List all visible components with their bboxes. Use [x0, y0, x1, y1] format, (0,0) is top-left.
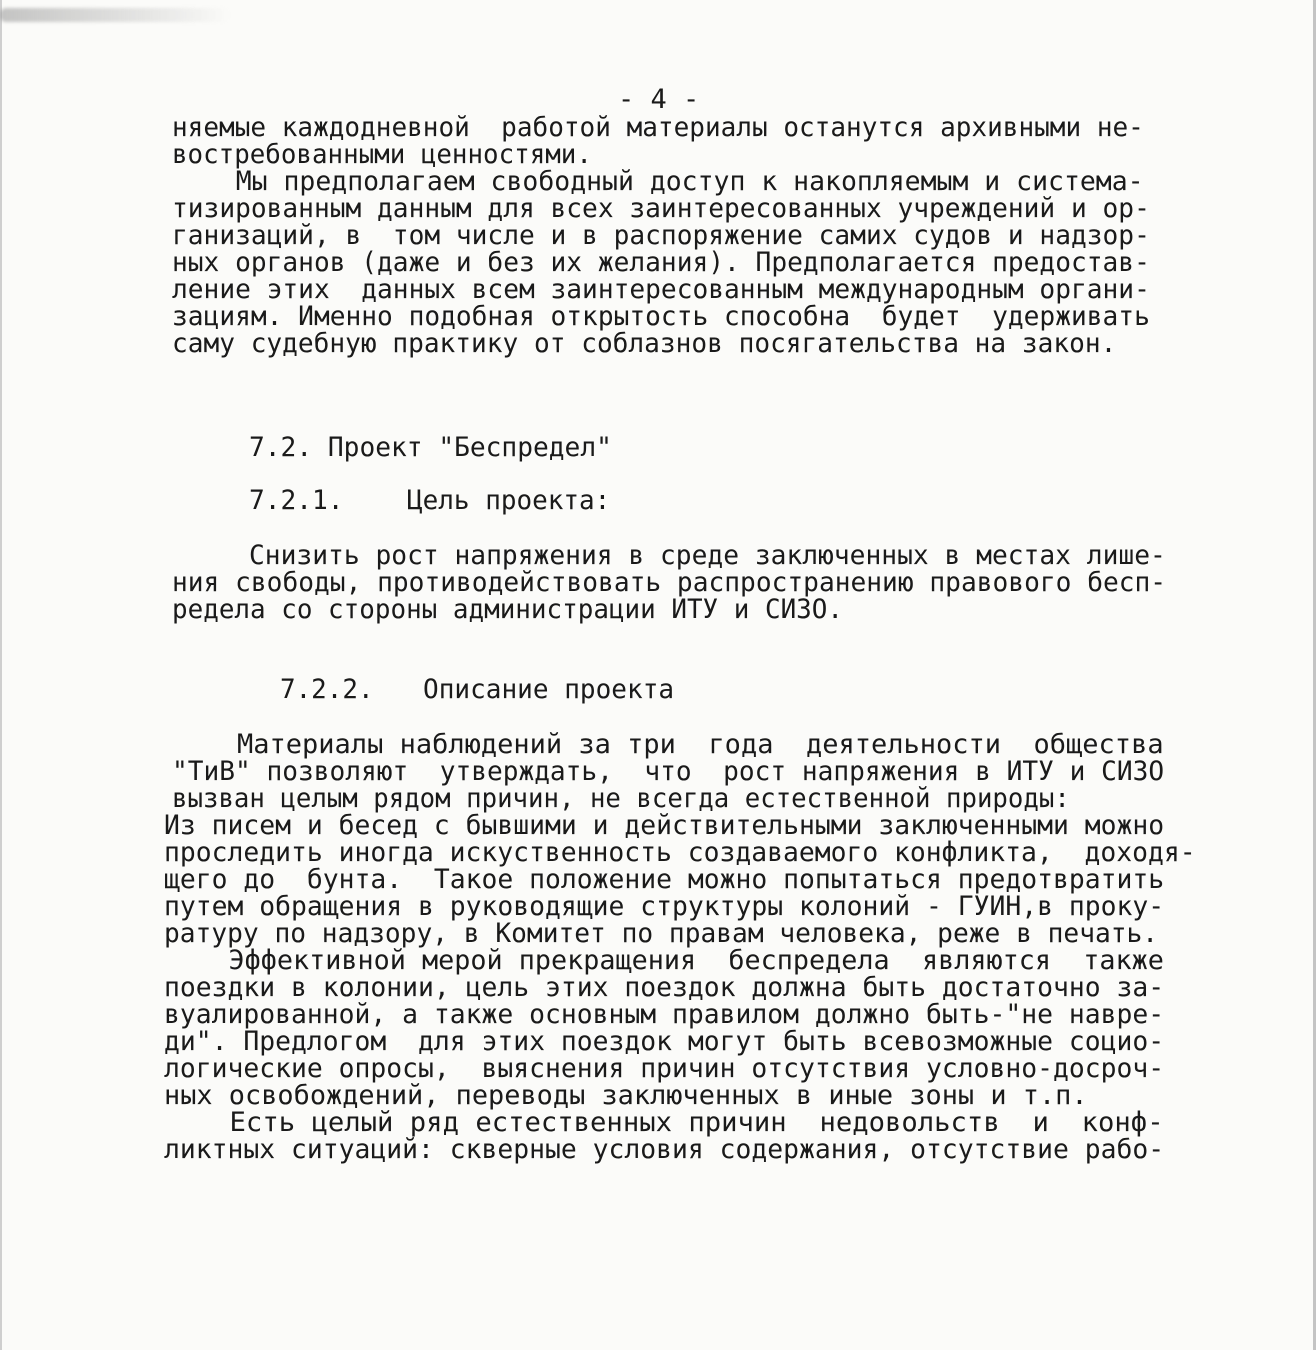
intro-line: востребованными ценностями. — [172, 139, 592, 170]
description-line: ных освобождений, переводы заключенных в иные зоны и т.п. — [164, 1080, 1088, 1111]
description-line: вызван целым рядом причин, не всегда естественной природы: — [172, 783, 1070, 814]
scan-left-edge — [0, 0, 2, 1350]
subsection-1-number: 7.2.1. — [249, 485, 344, 516]
description-line: Эффективной мерой прекращения беспредела являются также — [164, 945, 1164, 976]
intro-line: Мы предполагаем свободный доступ к накопляемым и система- — [172, 166, 1144, 197]
subsection-2-number: 7.2.2. — [280, 674, 374, 705]
description-line: вуалированной, а также основным правилом должно быть-"не навре- — [164, 999, 1165, 1030]
intro-line: саму судебную практику от соблазнов посягательства на закон. — [172, 328, 1117, 359]
subsection-2-title: Описание проекта — [423, 674, 675, 705]
intro-line: няемые каждодневной работой материалы останутся архивными не- — [172, 112, 1144, 143]
goal-line: редела со стороны администрации ИТУ и СИЗО. — [172, 594, 843, 625]
intro-line: ление этих данных всем заинтересованным международным органи- — [172, 274, 1150, 305]
description-line: ликтных ситуаций: скверные условия содержания, отсутствие рабо- — [164, 1134, 1165, 1165]
subsection-1-title: Цель проекта: — [407, 485, 611, 516]
scan-smudge-mark — [0, 8, 230, 22]
description-line: ратуру по надзору, в Комитет по правам человека, реже в печать. — [164, 918, 1159, 949]
goal-line: ния свободы, противодействовать распространению правового бесп- — [172, 567, 1167, 598]
description-line: проследить иногда искуственность создаваемого конфликта, доходя- — [164, 837, 1196, 868]
intro-line: ных органов (даже и без их желания). Предполагается предостав- — [172, 247, 1150, 278]
description-line: логические опросы, выяснения причин отсутствия условно-досроч- — [164, 1053, 1165, 1084]
description-line: путем обращения в руководящие структуры колоний - ГУИН,в проку- — [164, 891, 1165, 922]
goal-line: Снизить рост напряжения в среде заключенных в местах лише- — [249, 540, 1166, 571]
page-number: - 4 - — [618, 84, 700, 115]
section-title: 7.2. Проект "Беспредел" — [249, 432, 612, 463]
intro-line: ганизаций, в том числе и в распоряжение самих судов и надзор- — [172, 220, 1150, 251]
description-line: ди". Предлогом для этих поездок могут быть всевозможные социо- — [164, 1026, 1165, 1057]
description-line: Из писем и бесед с бывшими и действительными заключенными можно — [164, 810, 1165, 841]
description-line: поездки в колонии, цель этих поездок должна быть достаточно за- — [164, 972, 1165, 1003]
intro-line: зациям. Именно подобная открытость способна будет удерживать — [172, 301, 1150, 332]
intro-line: тизированным данным для всех заинтересованных учреждений и ор- — [172, 193, 1150, 224]
description-line: "ТиВ" позволяют утверждать, что рост напряжения в ИТУ и СИЗО — [172, 756, 1165, 787]
description-line: Есть целый ряд естественных причин недовольств и конф- — [164, 1107, 1164, 1138]
description-line: щего до бунта. Такое положение можно попытаться предотвратить — [164, 864, 1165, 895]
description-line: Материалы наблюдений за три года деятельности общества — [172, 729, 1164, 760]
